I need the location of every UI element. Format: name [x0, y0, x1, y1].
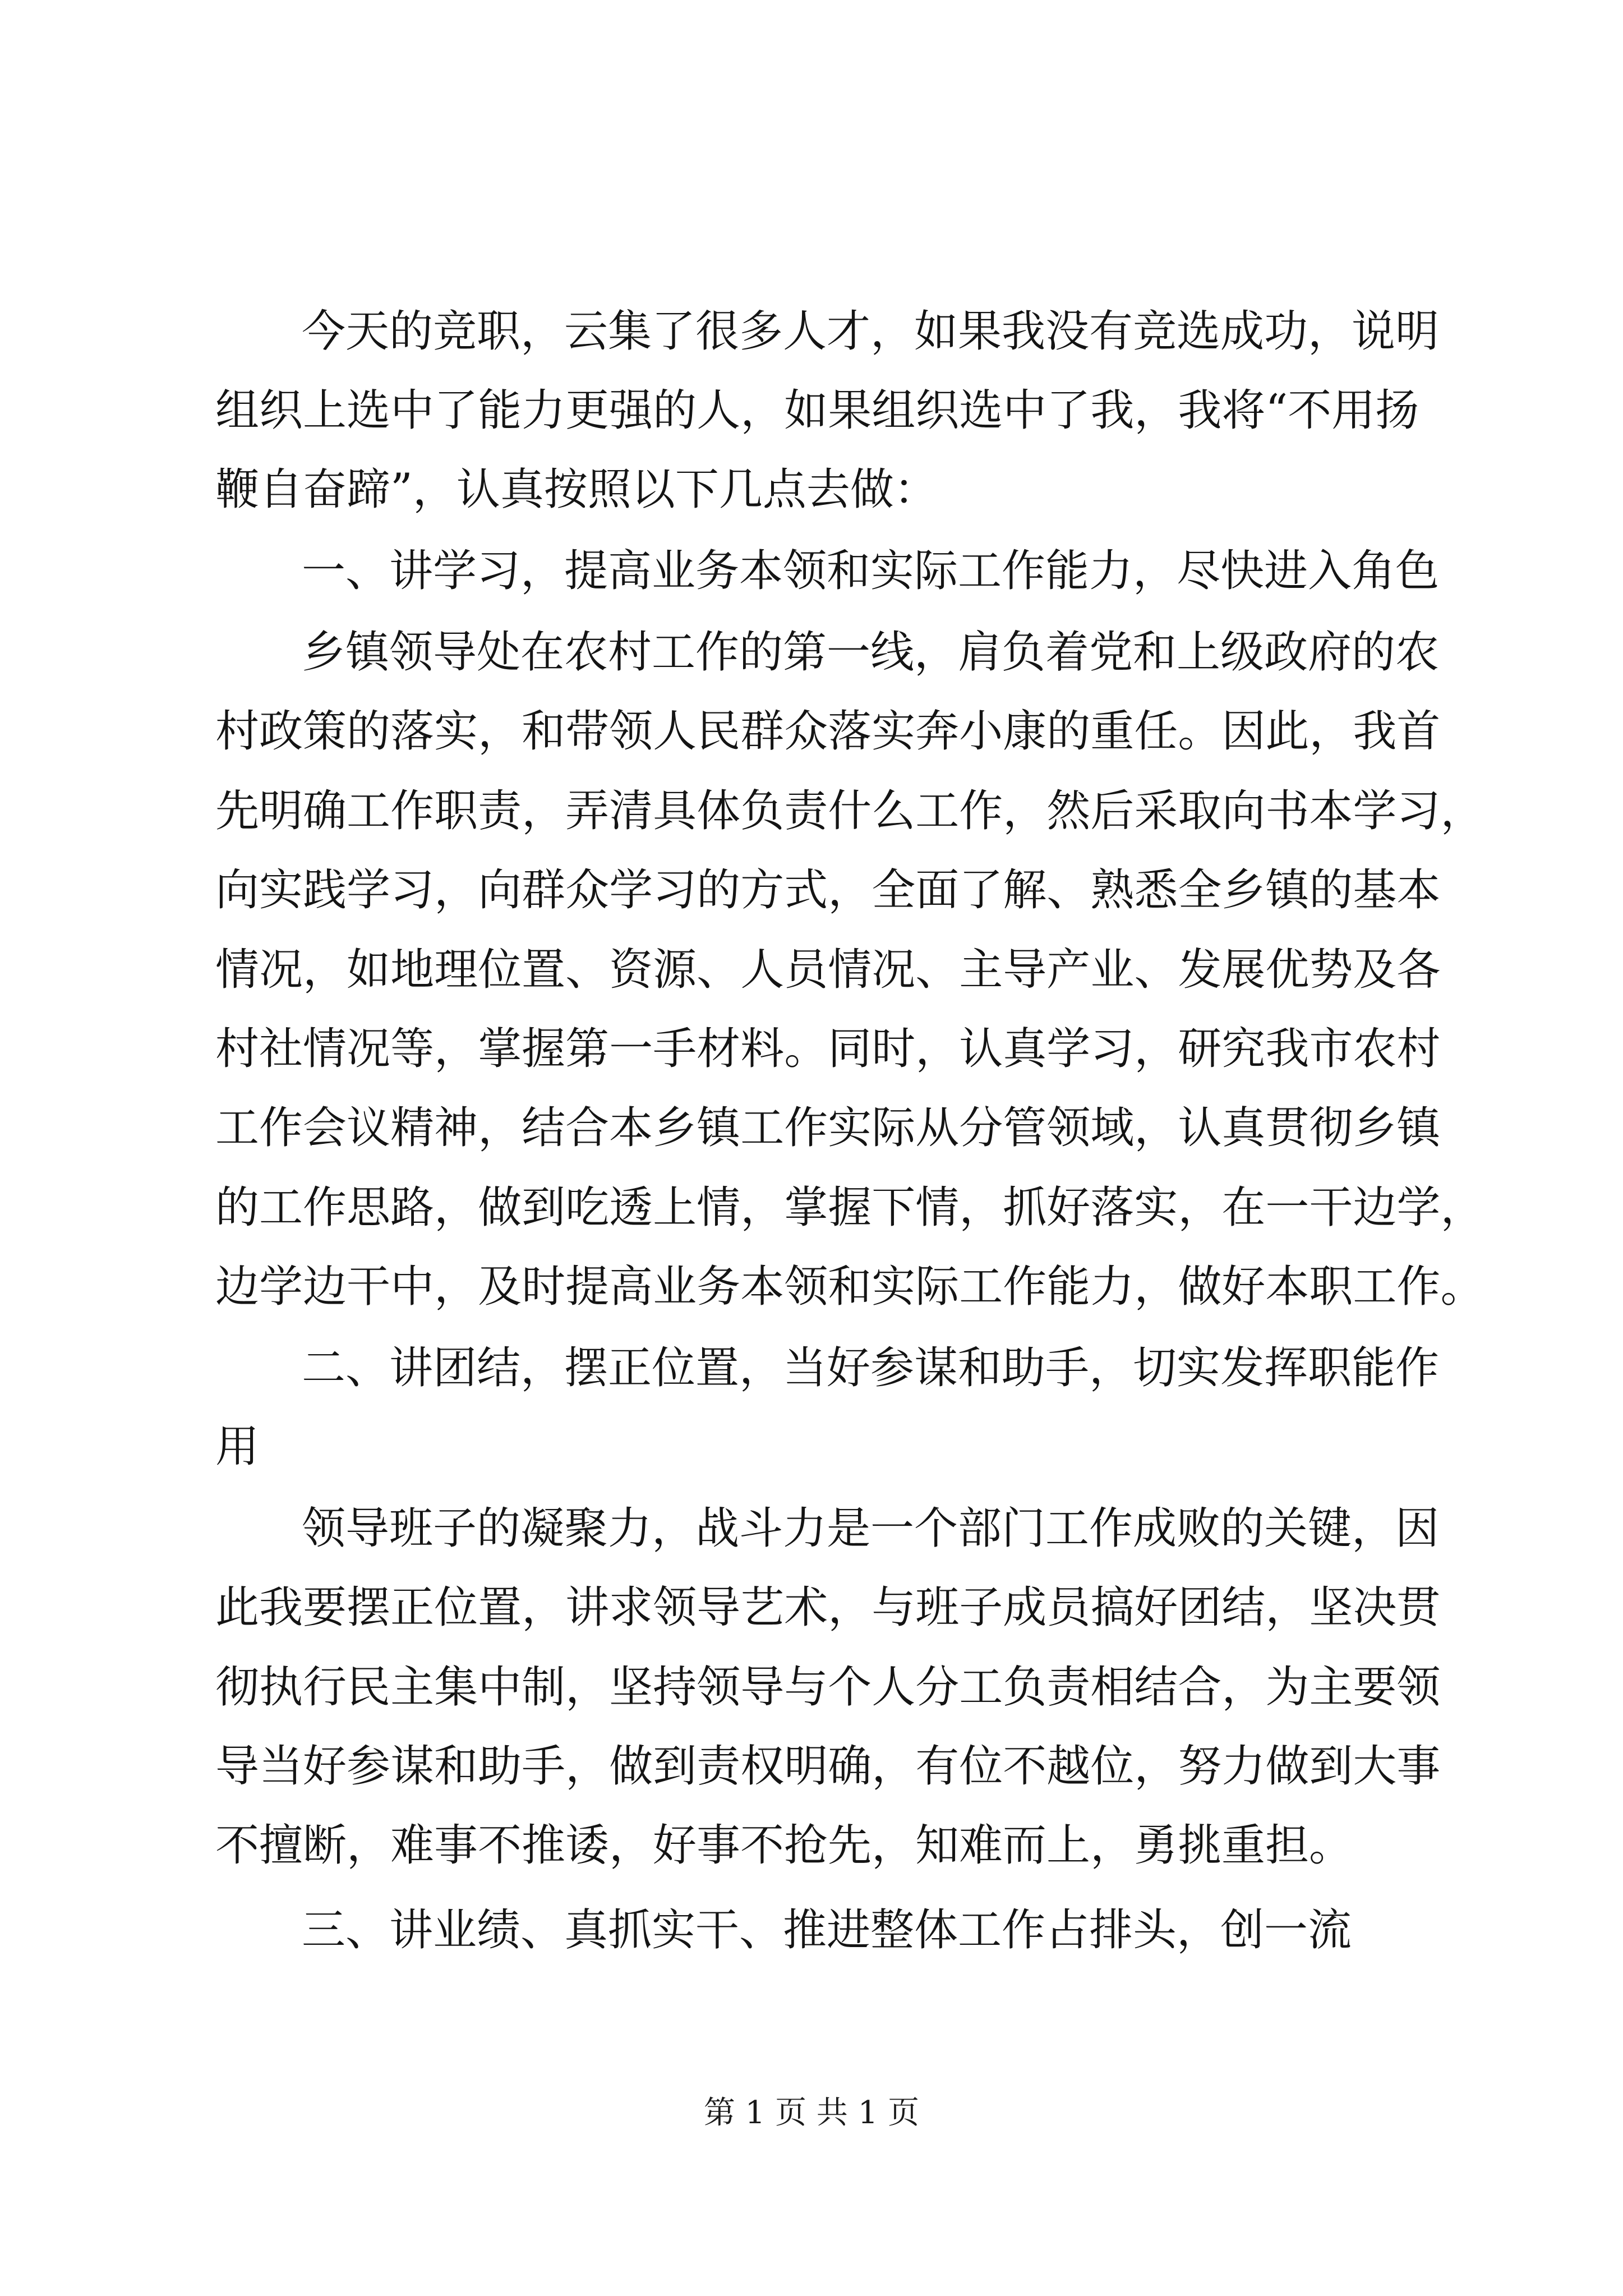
paragraph-line: 村 社 情 况 等 ， 掌 握 第 一 手 材 料 。 同 时 ， 认 真 学 习 ， 研 究 我 市 农 村	[215, 1024, 1441, 1074]
paragraph-line: 组 织 上 选 中 了 能 力 更 强 的 人 ， 如 果 组 织 选 中 了 我 ， 我 将 “ 不 用 扬	[215, 385, 1419, 436]
paragraph-line: 鞭自奋蹄”，认真按照以下几点去做：	[215, 464, 938, 515]
section-heading: 三、讲业绩、真抓实干、推进整体工作占排头，创一流	[302, 1905, 1352, 1955]
paragraph-line: 导 当 好 参 谋 和 助 手 ， 做 到 责 权 明 确 ， 有 位 不 越 位 ， 努 力 做 到 大 事	[215, 1741, 1441, 1792]
paragraph-line: 村 政 策 的 落 实 ， 和 带 领 人 民 群 众 落 实 奔 小 康 的 重 任 。 因 此 ， 我 首	[215, 706, 1441, 757]
paragraph-line: 今天的竞职，云集了很多人才，如果我没有竞选成功，说明	[302, 306, 1440, 357]
page-footer: 第 1 页 共 1 页	[703, 2095, 920, 2131]
paragraph-line: 彻 执 行 民 主 集 中 制 ， 坚 持 领 导 与 个 人 分 工 负 责 相 结 合 ， 为 主 要 领	[215, 1662, 1441, 1713]
paragraph-line: 向 实 践 学 习 ， 向 群 众 学 习 的 方 式 ， 全 面 了 解 、 熟 悉 全 乡 镇 的 基 本	[215, 865, 1441, 915]
paragraph-line: 的 工 作 思 路 ， 做 到 吃 透 上 情 ， 掌 握 下 情 ， 抓 好 落 实 ， 在 一 干 边 学 ，	[215, 1182, 1484, 1233]
section-heading: 一、讲学习，提高业务本领和实际工作能力，尽快进入角色	[302, 546, 1440, 596]
paragraph-line: 边 学 边 干 中 ， 及 时 提 高 业 务 本 领 和 实 际 工 作 能 力 ， 做 好 本 职 工 作 。	[215, 1262, 1484, 1312]
paragraph-line: 领导班子的凝聚力，战斗力是一个部门工作成败的关键，因	[302, 1503, 1440, 1554]
paragraph-line: 此 我 要 摆 正 位 置 ， 讲 求 领 导 艺 术 ， 与 班 子 成 员 搞 好 团 结 ， 坚 决 贯	[215, 1582, 1441, 1633]
paragraph-line: 情 况 ， 如 地 理 位 置 、 资 源 、 人 员 情 况 、 主 导 产 业 、 发 展 优 势 及 各	[215, 945, 1441, 995]
paragraph-line: 先 明 确 工 作 职 责 ， 弄 清 具 体 负 责 什 么 工 作 ， 然 后 采 取 向 书 本 学 习 ，	[215, 786, 1484, 836]
paragraph-line: 工 作 会 议 精 神 ， 结 合 本 乡 镇 工 作 实 际 从 分 管 领 域 ， 认 真 贯 彻 乡 镇	[215, 1103, 1441, 1153]
paragraph-line: 不擅断，难事不推诿，好事不抢先，知难而上，勇挑重担。	[215, 1820, 1353, 1871]
paragraph-line: 乡镇领导处在农村工作的第一线，肩负着党和上级政府的农	[302, 627, 1440, 678]
section-heading-continued: 用	[215, 1421, 260, 1472]
section-heading: 二、讲团结，摆正位置，当好参谋和助手，切实发挥职能作	[302, 1343, 1440, 1393]
